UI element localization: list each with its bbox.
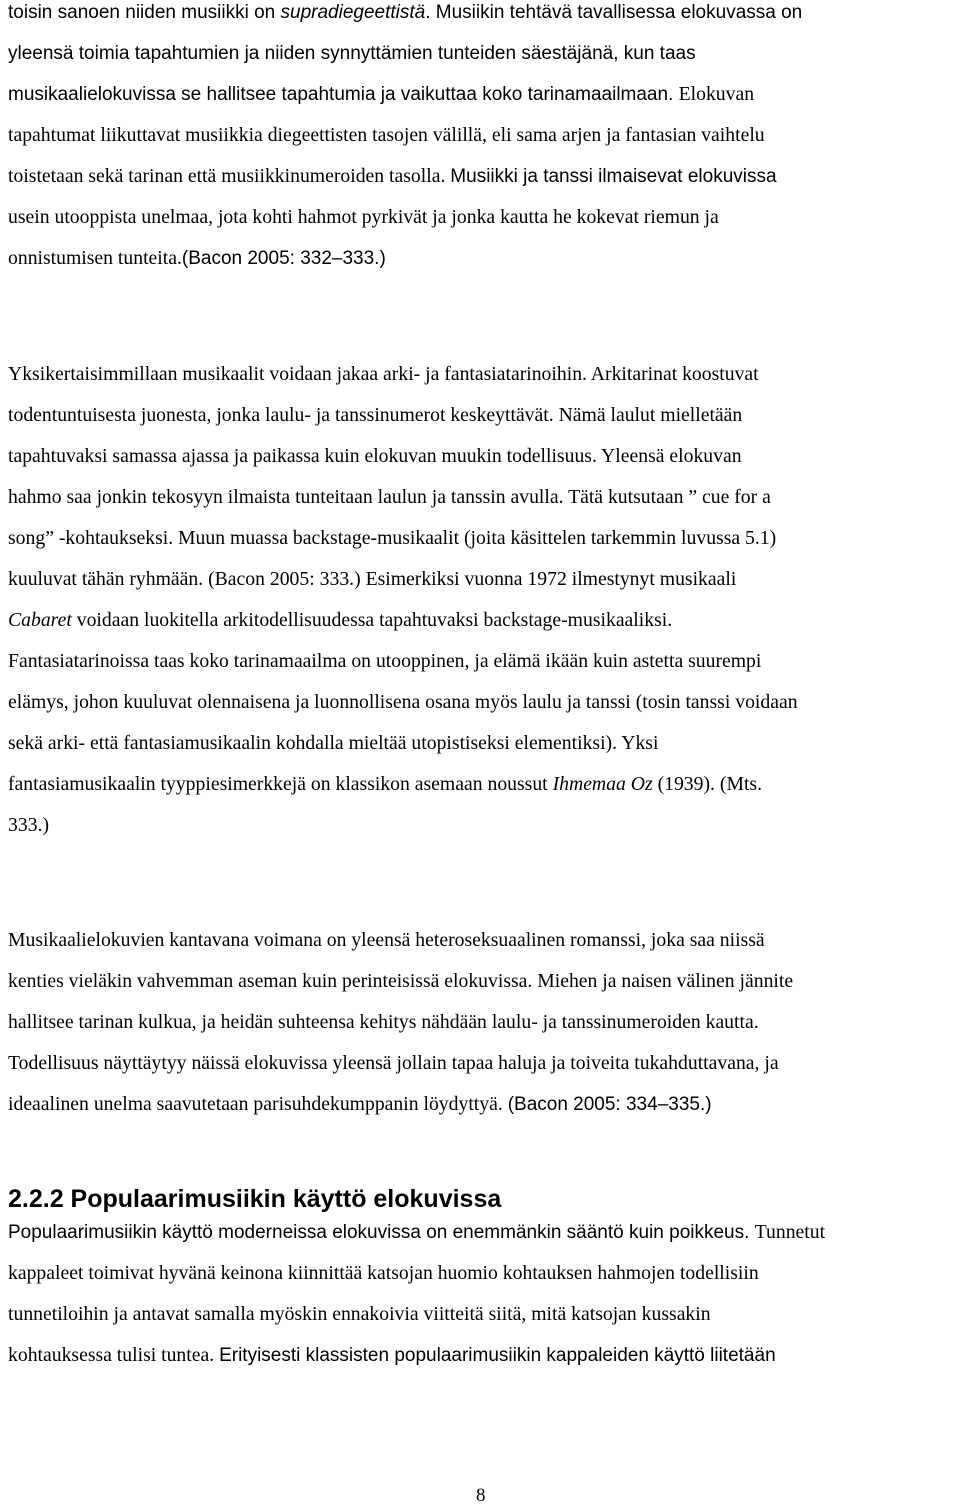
text-line <box>8 961 960 1002</box>
italic-text: Ihmemaa Oz <box>552 773 653 795</box>
text-segment: Musiikki ja tanssi ilmaisevat elokuvissa <box>450 166 777 187</box>
text-line <box>8 238 960 279</box>
text-segment: Tunnetut <box>754 1221 826 1243</box>
text-line <box>8 1084 960 1125</box>
text-line <box>8 354 960 395</box>
text-segment: kenties vieläkin vahvemman aseman kuin perinteisissä elokuvissa. Miehen ja naisen välinen jännite <box>8 970 794 992</box>
text-segment: (1939). (Mts. <box>652 773 763 795</box>
text-line <box>8 197 960 238</box>
text-line <box>8 33 960 74</box>
section-heading: 2.2.2 Populaarimusiikin käyttö elokuvissa <box>8 1185 502 1213</box>
text-segment: Erityisesti klassisten populaarimusiikin kappaleiden käyttö liitetään <box>219 1345 776 1366</box>
text-line <box>8 518 960 559</box>
text-line <box>8 156 960 197</box>
text-segment: hallitsee tarinan kulkua, ja heidän suhteensa kehitys nähdään laulu- ja tanssinumeroiden kautta. <box>8 1011 759 1033</box>
text-segment: tunnetiloihin ja antavat samalla myöskin ennakoivia viitteitä siitä, mitä katsojan kussakin <box>8 1303 711 1325</box>
text-line <box>8 436 960 477</box>
italic-text: Cabaret <box>8 609 72 631</box>
text-line <box>8 0 960 33</box>
text-line <box>8 920 960 961</box>
text-segment: toisin sanoen niiden musiikki on <box>8 2 281 23</box>
text-line <box>8 723 960 764</box>
text-segment: yleensä toimia tapahtumien ja niiden synnyttämien tunteiden säestäjänä, kun taas <box>8 43 696 64</box>
text-segment: Elokuvan <box>678 83 755 105</box>
text-segment: song” -kohtaukseksi. Muun muassa backstage-musikaalit (joita käsittelen tarkemmin luvussa 5.1) <box>8 527 777 549</box>
paragraph-musical-music-role <box>8 0 960 279</box>
paragraph-romance <box>8 920 960 1125</box>
text-line <box>8 805 960 846</box>
text-segment: tapahtumat liikuttavat musiikkia diegeettisten tasojen välillä, eli sama arjen ja fantasian vaihtelu <box>8 124 765 146</box>
paragraph-popular-music <box>8 1212 960 1376</box>
text-segment: elämys, johon kuuluvat olennaisena ja luonnollisena osana myös laulu ja tanssi (tosin tanssi voidaan <box>8 691 798 713</box>
text-segment: (Bacon 2005: 332–333.) <box>181 248 386 269</box>
text-line <box>8 764 960 805</box>
text-segment: todentuntuisesta juonesta, jonka laulu- ja tanssinumerot keskeyttävät. Nämä laulut mielletään <box>8 404 743 426</box>
text-segment: 333.) <box>8 814 50 836</box>
text-segment: onnistumisen tunteita. <box>8 247 182 269</box>
page-number: 8 <box>476 1485 486 1506</box>
text-segment: kappaleet toimivat hyvänä keinona kiinnittää katsojan huomio kohtauksen hahmojen todellisiin <box>8 1262 759 1284</box>
text-line <box>8 477 960 518</box>
text-line <box>8 1335 960 1376</box>
text-segment: Musikaalielokuvien kantavana voimana on yleensä heteroseksuaalinen romanssi, joka saa niissä <box>8 929 765 951</box>
text-segment: usein utooppista unelmaa, jota kohti hahmot pyrkivät ja jonka kautta he kokevat riemun ja <box>8 206 719 228</box>
text-line <box>8 1253 960 1294</box>
text-segment: kohtauksessa tulisi tuntea. <box>8 1344 220 1366</box>
text-segment: kuuluvat tähän ryhmään. (Bacon 2005: 333.) Esimerkiksi vuonna 1972 ilmestynyt musikaali <box>8 568 737 590</box>
text-line <box>8 395 960 436</box>
paragraph-musical-types <box>8 354 960 846</box>
italic-text: supradiegeettistä <box>280 2 426 23</box>
text-line <box>8 74 960 115</box>
text-segment: ideaalinen unelma saavutetaan parisuhdekumppanin löydyttyä. <box>8 1093 508 1115</box>
text-segment: . Musiikin tehtävä tavallisessa elokuvassa on <box>425 2 803 23</box>
text-segment: Yksikertaisimmillaan musikaalit voidaan jakaa arki- ja fantasiatarinoihin. Arkitarinat koostuvat <box>8 363 759 385</box>
text-line <box>8 115 960 156</box>
text-segment: hahmo saa jonkin tekosyyn ilmaista tunteitaan laulun ja tanssin avulla. Tätä kutsutaan ” cue for a <box>8 486 771 508</box>
text-line <box>8 559 960 600</box>
text-line <box>8 1043 960 1084</box>
text-line <box>8 641 960 682</box>
text-segment: fantasiamusikaalin tyyppiesimerkkejä on klassikon asemaan noussut <box>8 773 553 795</box>
text-line <box>8 1294 960 1335</box>
text-segment: Populaarimusiikin käyttö moderneissa elokuvissa on enemmänkin sääntö kuin poikkeus. <box>8 1222 755 1243</box>
text-line <box>8 1212 960 1253</box>
text-segment: Todellisuus näyttäytyy näissä elokuvissa yleensä jollain tapaa haluja ja toiveita tukahduttavana, ja <box>8 1052 779 1074</box>
text-segment: (Bacon 2005: 334–335.) <box>507 1094 712 1115</box>
text-segment: voidaan luokitella arkitodellisuudessa tapahtuvaksi backstage-musikaaliksi. <box>71 609 673 631</box>
text-segment: Fantasiatarinoissa taas koko tarinamaailma on utooppinen, ja elämä ikään kuin astetta suurempi <box>8 650 762 672</box>
text-segment: tapahtuvaksi samassa ajassa ja paikassa kuin elokuvan muukin todellisuus. Yleensä elokuvan <box>8 445 742 467</box>
text-line <box>8 1002 960 1043</box>
text-line <box>8 682 960 723</box>
text-segment: sekä arki- että fantasiamusikaalin kohdalla mieltää utopistiseksi elementiksi). Yksi <box>8 732 659 754</box>
text-line <box>8 600 960 641</box>
text-segment: musikaalielokuvissa se hallitsee tapahtumia ja vaikuttaa koko tarinamaailmaan. <box>8 84 679 105</box>
text-segment: toistetaan sekä tarinan että musiikkinumeroiden tasolla. <box>8 165 451 187</box>
